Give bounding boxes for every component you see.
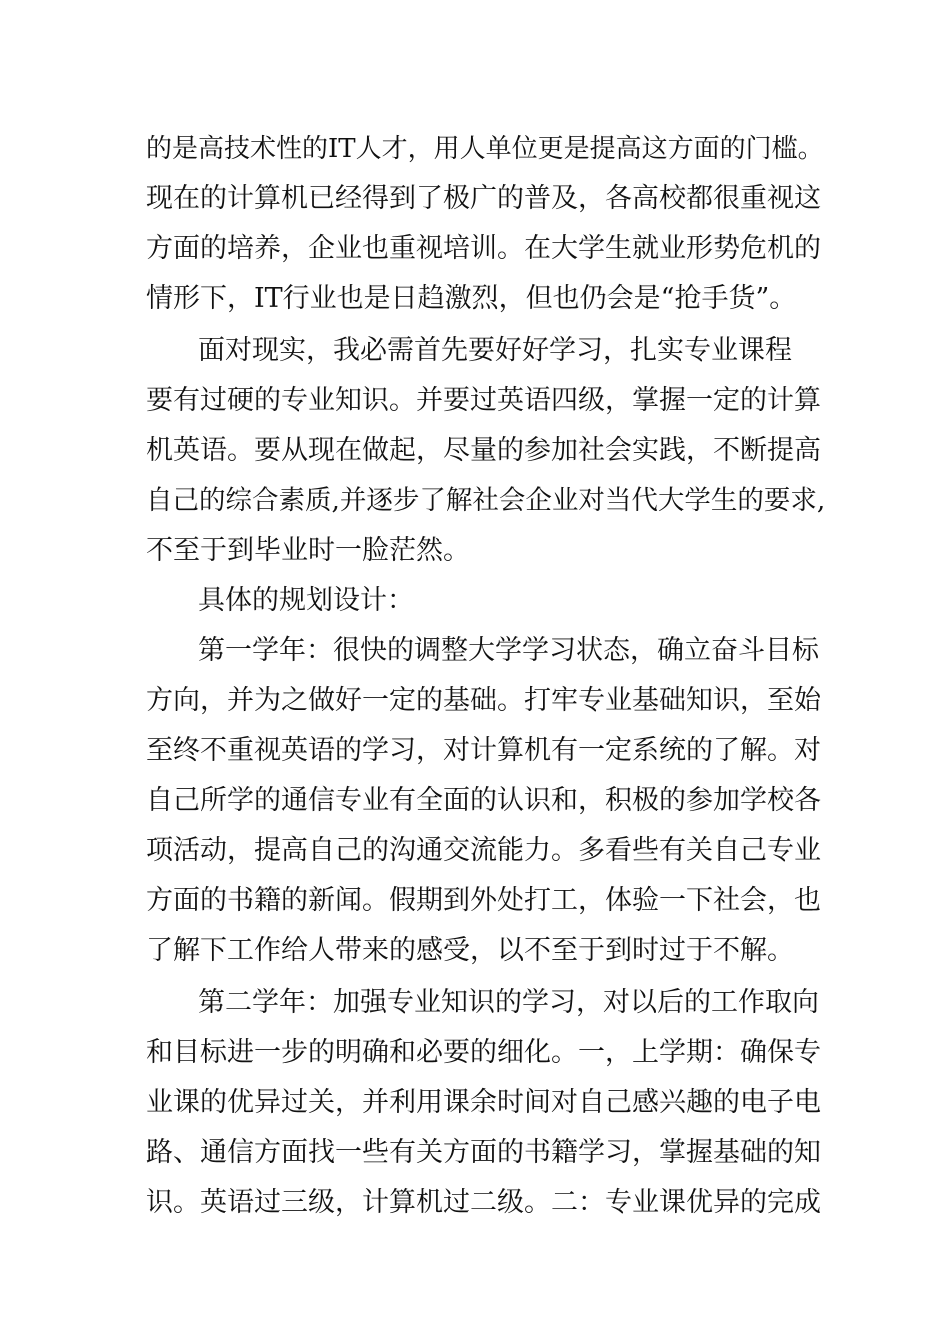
text-line: 现在的计算机已经得到了极广的普及，各高校都很重视这 <box>146 183 821 214</box>
text-line: 了解下工作给人带来的感受，以不至于到时过于不解。 <box>146 935 794 966</box>
text-line: 机英语。要从现在做起，尽量的参加社会实践，不断提高 <box>146 435 821 466</box>
paragraph-first-line: 第一学年：很快的调整大学学习状态，确立奋斗目标 <box>198 635 819 666</box>
text-line: 自己所学的通信专业有全面的认识和，积极的参加学校各 <box>146 785 821 816</box>
text-line: 要有过硬的专业知识。并要过英语四级，掌握一定的计算 <box>146 385 821 416</box>
text-line: 路、通信方面找一些有关方面的书籍学习，掌握基础的知 <box>146 1137 821 1168</box>
text-line: 方向，并为之做好一定的基础。打牢专业基础知识，至始 <box>146 685 821 716</box>
paragraph-first-line: 第二学年：加强专业知识的学习，对以后的工作取向 <box>198 987 819 1018</box>
text-line: 业课的优异过关，并利用课余时间对自己感兴趣的电子电 <box>146 1087 821 1118</box>
text-line: 情形下，IT行业也是日趋激烈，但也仍会是“抢手货”。 <box>146 283 797 314</box>
text-line: 自己的综合素质,并逐步了解社会企业对当代大学生的要求, <box>146 485 826 516</box>
text-line: 的是高技术性的IT人才，用人单位更是提高这方面的门槛。 <box>146 134 824 164</box>
text-line: 方面的培养，企业也重视培训。在大学生就业形势危机的 <box>146 233 821 264</box>
text-line: 项活动，提高自己的沟通交流能力。多看些有关自己专业 <box>146 835 821 866</box>
text-line: 和目标进一步的明确和必要的细化。一，上学期：确保专 <box>146 1037 821 1068</box>
text-line: 不至于到毕业时一脸茫然。 <box>146 535 470 566</box>
text-line: 方面的书籍的新闻。假期到外处打工，体验一下社会，也 <box>146 885 821 916</box>
section-heading: 具体的规划设计： <box>198 585 414 616</box>
paragraph-first-line: 面对现实，我必需首先要好好学习，扎实专业课程 <box>198 335 792 366</box>
text-line: 识。英语过三级，计算机过二级。二：专业课优异的完成 <box>146 1187 821 1218</box>
text-line: 至终不重视英语的学习，对计算机有一定系统的了解。对 <box>146 735 821 766</box>
